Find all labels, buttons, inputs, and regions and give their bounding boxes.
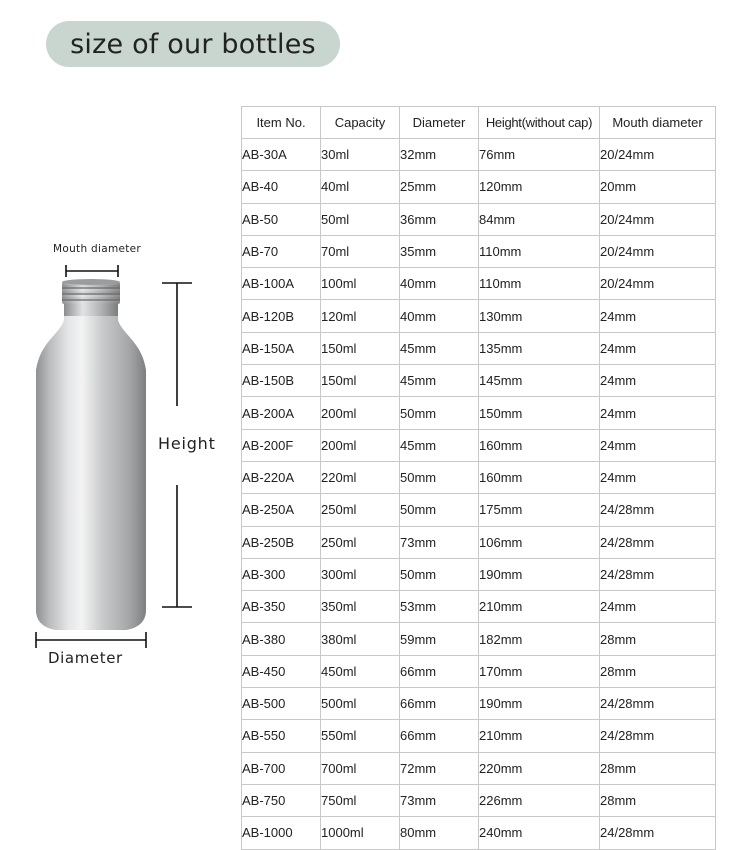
item-no-cell: AB-350 [242, 591, 321, 623]
table-row [242, 461, 716, 493]
mouth-diameter-cell: 24mm [600, 429, 716, 461]
table-row [242, 429, 716, 461]
diameter-cell: 40mm [400, 300, 479, 332]
height-cell: 220mm [479, 752, 600, 784]
height-cell: 145mm [479, 365, 600, 397]
diameter-cell: 73mm [400, 784, 479, 816]
item-no-cell: AB-450 [242, 655, 321, 687]
item-no-cell: AB-200F [242, 429, 321, 461]
mouth-diameter-cell: 24mm [600, 300, 716, 332]
table-body [242, 139, 716, 850]
table-row [242, 494, 716, 526]
table-row [242, 235, 716, 267]
height-cell: 150mm [479, 397, 600, 429]
item-no-cell: AB-550 [242, 720, 321, 752]
diameter-cell: 36mm [400, 203, 479, 235]
capacity-cell: 450ml [321, 655, 400, 687]
item-no-cell: AB-300 [242, 558, 321, 590]
diameter-label: Diameter [48, 649, 123, 667]
table-row [242, 526, 716, 558]
mouth-diameter-cell: 24mm [600, 591, 716, 623]
diameter-cell: 66mm [400, 720, 479, 752]
item-no-cell: AB-250B [242, 526, 321, 558]
diameter-cell: 66mm [400, 688, 479, 720]
capacity-cell: 200ml [321, 397, 400, 429]
height-cell: 210mm [479, 591, 600, 623]
diameter-cell: 53mm [400, 591, 479, 623]
item-no-cell: AB-750 [242, 784, 321, 816]
capacity-cell: 750ml [321, 784, 400, 816]
item-no-cell: AB-150A [242, 332, 321, 364]
table-row [242, 720, 716, 752]
bottle-diagram [0, 230, 240, 670]
capacity-cell: 220ml [321, 461, 400, 493]
header-diameter: Diameter [400, 107, 479, 139]
table-header-row [242, 107, 716, 139]
mouth-diameter-cell: 24/28mm [600, 526, 716, 558]
height-cell: 76mm [479, 139, 600, 171]
capacity-cell: 50ml [321, 203, 400, 235]
diameter-cell: 59mm [400, 623, 479, 655]
height-cell: 190mm [479, 558, 600, 590]
item-no-cell: AB-120B [242, 300, 321, 332]
mouth-diameter-cell: 28mm [600, 784, 716, 816]
height-cell: 182mm [479, 623, 600, 655]
mouth-diameter-cell: 24mm [600, 365, 716, 397]
header-item-no: Item No. [242, 107, 321, 139]
diameter-cell: 45mm [400, 365, 479, 397]
table-row [242, 171, 716, 203]
title-banner [46, 21, 340, 67]
capacity-cell: 380ml [321, 623, 400, 655]
table-row [242, 688, 716, 720]
capacity-cell: 350ml [321, 591, 400, 623]
diameter-cell: 72mm [400, 752, 479, 784]
capacity-cell: 200ml [321, 429, 400, 461]
diameter-cell: 50mm [400, 397, 479, 429]
item-no-cell: AB-150B [242, 365, 321, 397]
height-cell: 120mm [479, 171, 600, 203]
table-row [242, 203, 716, 235]
height-cell: 160mm [479, 429, 600, 461]
table-row [242, 397, 716, 429]
height-cell: 190mm [479, 688, 600, 720]
mouth-diameter-cell: 24/28mm [600, 817, 716, 849]
bottle-spec-table [241, 106, 716, 850]
capacity-cell: 500ml [321, 688, 400, 720]
header-capacity: Capacity [321, 107, 400, 139]
diameter-cell: 80mm [400, 817, 479, 849]
diameter-cell: 45mm [400, 332, 479, 364]
height-cell: 84mm [479, 203, 600, 235]
capacity-cell: 100ml [321, 268, 400, 300]
capacity-cell: 40ml [321, 171, 400, 203]
diameter-cell: 50mm [400, 558, 479, 590]
height-cell: 170mm [479, 655, 600, 687]
height-cell: 226mm [479, 784, 600, 816]
item-no-cell: AB-380 [242, 623, 321, 655]
diameter-cell: 50mm [400, 494, 479, 526]
capacity-cell: 120ml [321, 300, 400, 332]
item-no-cell: AB-100A [242, 268, 321, 300]
mouth-diameter-marker [66, 265, 118, 277]
table-row [242, 784, 716, 816]
mouth-diameter-cell: 20/24mm [600, 235, 716, 267]
capacity-cell: 70ml [321, 235, 400, 267]
bottle-mouth [62, 282, 120, 304]
mouth-diameter-cell: 24/28mm [600, 720, 716, 752]
table-row [242, 300, 716, 332]
mouth-diameter-cell: 24mm [600, 397, 716, 429]
item-no-cell: AB-250A [242, 494, 321, 526]
table-row [242, 655, 716, 687]
mouth-diameter-cell: 28mm [600, 752, 716, 784]
height-cell: 110mm [479, 235, 600, 267]
diameter-cell: 45mm [400, 429, 479, 461]
mouth-diameter-cell: 24/28mm [600, 688, 716, 720]
item-no-cell: AB-200A [242, 397, 321, 429]
mouth-diameter-cell: 24/28mm [600, 558, 716, 590]
height-cell: 135mm [479, 332, 600, 364]
mouth-diameter-label: Mouth diameter [53, 243, 142, 255]
capacity-cell: 250ml [321, 526, 400, 558]
table-row [242, 365, 716, 397]
capacity-cell: 150ml [321, 365, 400, 397]
table-row [242, 139, 716, 171]
item-no-cell: AB-70 [242, 235, 321, 267]
height-cell: 130mm [479, 300, 600, 332]
diameter-cell: 40mm [400, 268, 479, 300]
bottle-body [36, 312, 146, 630]
item-no-cell: AB-30A [242, 139, 321, 171]
table-row [242, 817, 716, 849]
item-no-cell: AB-700 [242, 752, 321, 784]
mouth-diameter-cell: 20mm [600, 171, 716, 203]
bottle-neck [64, 302, 118, 316]
table-row [242, 558, 716, 590]
height-cell: 110mm [479, 268, 600, 300]
table-row [242, 752, 716, 784]
mouth-diameter-cell: 24/28mm [600, 494, 716, 526]
height-cell: 160mm [479, 461, 600, 493]
height-cell: 210mm [479, 720, 600, 752]
capacity-cell: 300ml [321, 558, 400, 590]
diameter-cell: 32mm [400, 139, 479, 171]
table-row [242, 591, 716, 623]
diameter-cell: 35mm [400, 235, 479, 267]
item-no-cell: AB-500 [242, 688, 321, 720]
capacity-cell: 550ml [321, 720, 400, 752]
mouth-diameter-cell: 28mm [600, 655, 716, 687]
table-row [242, 268, 716, 300]
mouth-diameter-cell: 20/24mm [600, 268, 716, 300]
table-row [242, 332, 716, 364]
height-cell: 175mm [479, 494, 600, 526]
capacity-cell: 1000ml [321, 817, 400, 849]
item-no-cell: AB-40 [242, 171, 321, 203]
mouth-diameter-cell: 20/24mm [600, 203, 716, 235]
height-cell: 240mm [479, 817, 600, 849]
diameter-cell: 66mm [400, 655, 479, 687]
diameter-marker [36, 632, 146, 648]
capacity-cell: 250ml [321, 494, 400, 526]
diameter-cell: 25mm [400, 171, 479, 203]
diameter-cell: 50mm [400, 461, 479, 493]
item-no-cell: AB-50 [242, 203, 321, 235]
header-mouth-diameter: Mouth diameter [600, 107, 716, 139]
mouth-diameter-cell: 24mm [600, 332, 716, 364]
capacity-cell: 150ml [321, 332, 400, 364]
diameter-cell: 73mm [400, 526, 479, 558]
height-label: Height [158, 434, 216, 453]
item-no-cell: AB-1000 [242, 817, 321, 849]
capacity-cell: 30ml [321, 139, 400, 171]
item-no-cell: AB-220A [242, 461, 321, 493]
mouth-diameter-cell: 28mm [600, 623, 716, 655]
page-title: size of our bottles [70, 28, 316, 60]
mouth-diameter-cell: 24mm [600, 461, 716, 493]
header-height: Height(without cap) [479, 107, 600, 139]
mouth-diameter-cell: 20/24mm [600, 139, 716, 171]
table-row [242, 623, 716, 655]
capacity-cell: 700ml [321, 752, 400, 784]
height-cell: 106mm [479, 526, 600, 558]
